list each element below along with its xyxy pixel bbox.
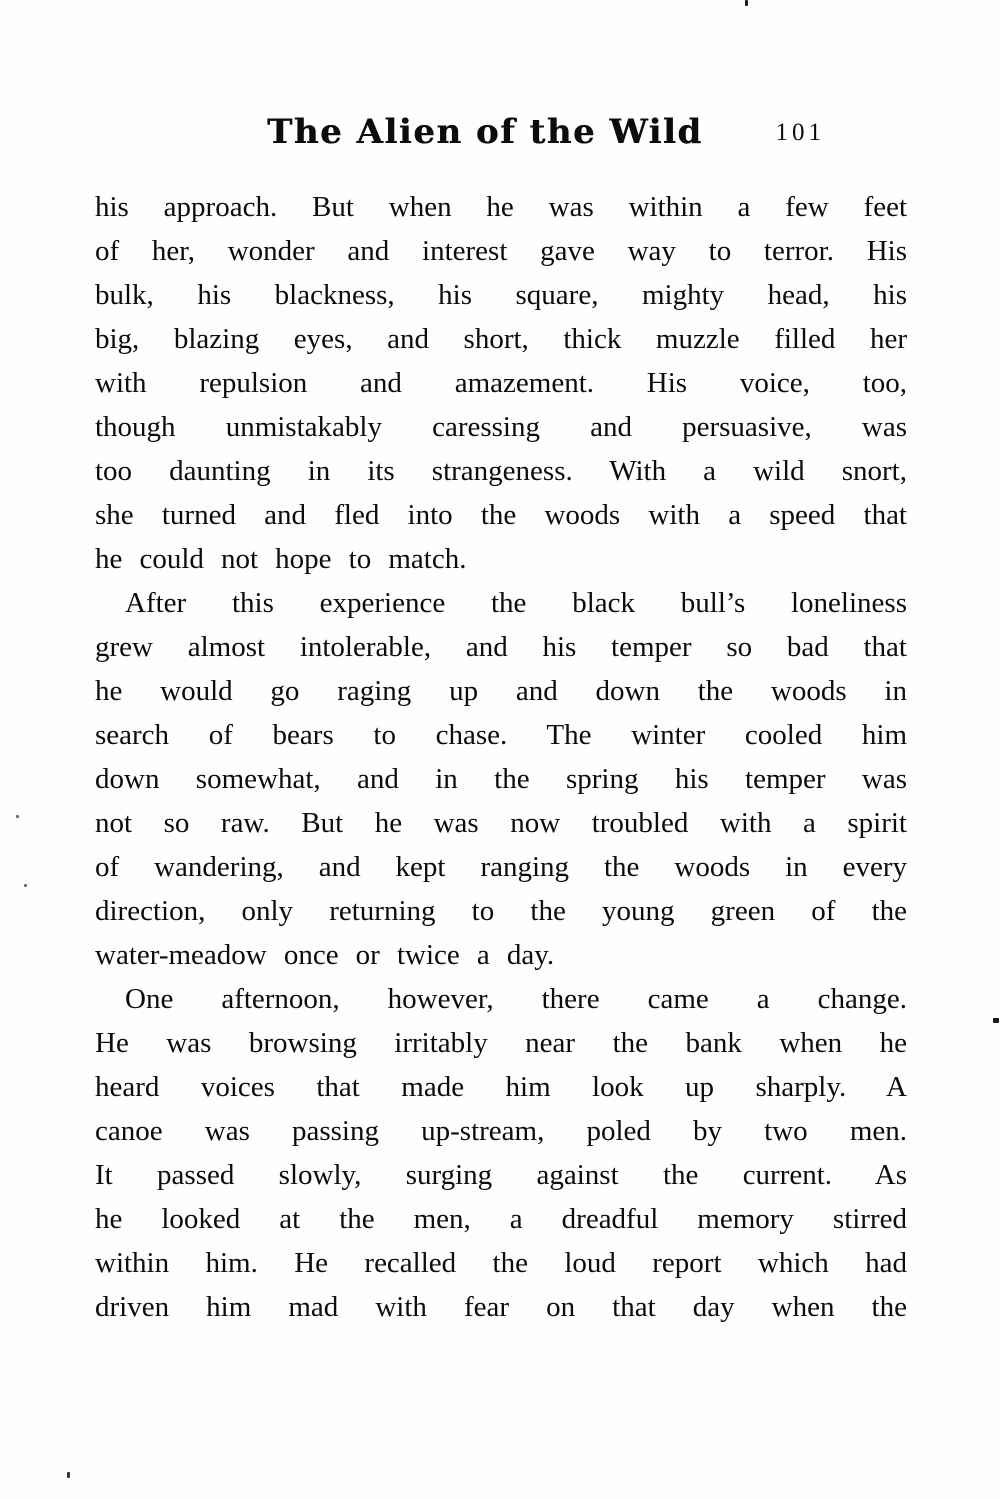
text-line: canoe was passing up-stream, poled by two men. <box>95 1115 907 1147</box>
text-line: grew almost intolerable, and his temper so bad that <box>95 631 907 663</box>
text-line: with repulsion and amazement. His voice, too, <box>95 367 907 399</box>
text-line: One afternoon, however, there came a change. <box>125 983 907 1015</box>
page-number: 101 <box>775 119 825 146</box>
text-line: he looked at the men, a dreadful memory stirred <box>95 1203 907 1235</box>
text-line: He was browsing irritably near the bank when he <box>95 1027 907 1059</box>
text-line: his approach. But when he was within a few feet <box>95 191 907 223</box>
text-line: search of bears to chase. The winter cooled him <box>95 719 907 751</box>
scan-speck <box>24 884 27 887</box>
text-line: of wandering, and kept ranging the woods in every <box>95 851 907 883</box>
text-line: driven him mad with fear on that day when the <box>95 1291 907 1323</box>
text-line: though unmistakably caressing and persuasive, was <box>95 411 907 443</box>
scan-speck <box>67 1472 70 1478</box>
running-title: The Alien of the Wild <box>267 112 703 152</box>
text-line: of her, wonder and interest gave way to terror. His <box>95 235 907 267</box>
text-line: After this experience the black bull’s loneliness <box>125 587 907 619</box>
text-line: he could not hope to match. <box>95 543 467 575</box>
text-line: heard voices that made him look up sharply. A <box>95 1071 907 1103</box>
text-line: big, blazing eyes, and short, thick muzzle filled her <box>95 323 907 355</box>
scan-speck <box>745 0 748 6</box>
text-line: she turned and fled into the woods with a speed that <box>95 499 907 531</box>
text-line: too daunting in its strangeness. With a wild snort, <box>95 455 907 487</box>
text-line: not so raw. But he was now troubled with a spirit <box>95 807 907 839</box>
text-line: It passed slowly, surging against the current. As <box>95 1159 907 1191</box>
scan-speck <box>16 815 19 818</box>
text-line: bulk, his blackness, his square, mighty head, his <box>95 279 907 311</box>
text-line: down somewhat, and in the spring his temper was <box>95 763 907 795</box>
text-line: water-meadow once or twice a day. <box>95 939 555 971</box>
paragraph <box>95 185 907 581</box>
scan-speck <box>993 1018 999 1023</box>
paragraph <box>95 581 907 977</box>
text-line: he would go raging up and down the woods in <box>95 675 907 707</box>
paragraph <box>95 977 907 1329</box>
page-header <box>95 112 907 162</box>
page-body <box>95 185 907 1329</box>
text-line: direction, only returning to the young green of the <box>95 895 907 927</box>
text-line: within him. He recalled the loud report which had <box>95 1247 907 1279</box>
